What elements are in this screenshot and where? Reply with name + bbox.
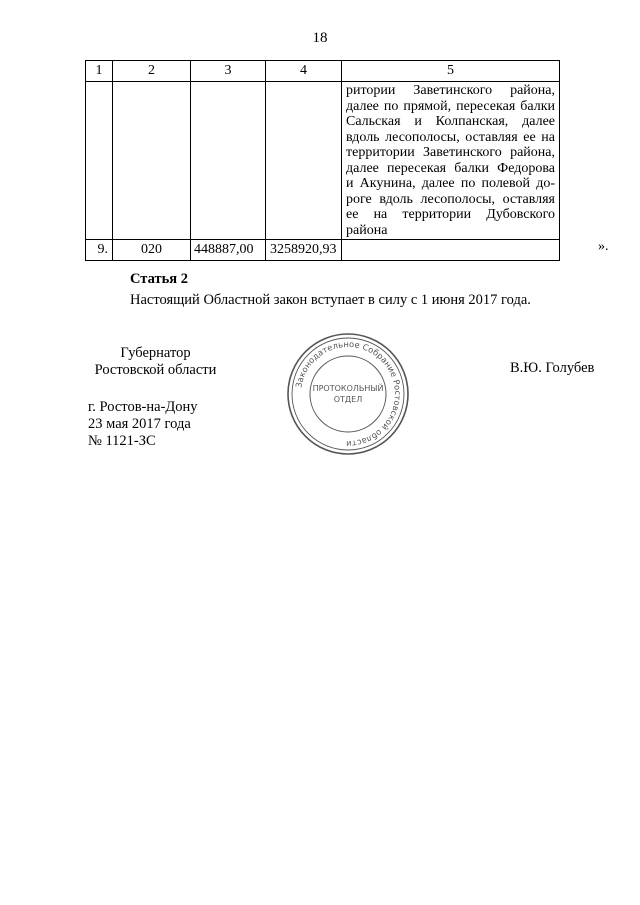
- description-line: далее пересекая балки Федорова: [346, 160, 555, 176]
- stamp-outer-ring-inner: [292, 338, 404, 450]
- description-cell: [342, 82, 560, 240]
- closing-quote: ».: [598, 239, 609, 254]
- stamp-center-line: ОТДЕЛ: [333, 395, 363, 404]
- stamp-center-line: ПРОТОКОЛЬНЫЙ: [312, 384, 384, 393]
- description-line: далее по прямой, пересекая балки: [346, 98, 555, 114]
- stamp-outer-ring: [288, 334, 408, 454]
- governor-title: [88, 345, 223, 379]
- issue-details: [88, 399, 198, 450]
- description-line: района: [346, 222, 388, 238]
- stamp-ring-text: Законодательное Собрание Ростовской области: [293, 338, 404, 450]
- description-line: ее на территории Дубовского: [346, 207, 555, 222]
- description-line: Сальская и Колпанская, далее: [346, 114, 555, 129]
- header-cell: 1: [86, 61, 113, 82]
- table-header-row: [86, 61, 560, 82]
- description-line: роге вдоль лесополосы, оставляя: [346, 191, 555, 207]
- governor-name: В.Ю. Голубев: [510, 360, 595, 376]
- header-cell: 4: [266, 61, 342, 82]
- issue-date: 23 мая 2017 года: [88, 416, 191, 432]
- empty-cell: [266, 82, 342, 240]
- official-stamp: [284, 330, 412, 458]
- coordinate-y-cell: 3258920,93: [266, 240, 342, 261]
- header-cell: 5: [342, 61, 560, 82]
- governor-title-line: Губернатор: [120, 345, 191, 361]
- stamp-inner-ring: [310, 356, 386, 432]
- page-number: 18: [312, 30, 328, 46]
- coordinate-x-cell: 448887,00: [191, 240, 266, 261]
- table-row-continued: [86, 82, 560, 240]
- article-title: Статья 2: [130, 271, 188, 287]
- code-cell: 020: [113, 240, 191, 261]
- description-cell: [342, 240, 560, 261]
- law-number: № 1121-ЗС: [88, 433, 156, 449]
- issue-place: г. Ростов-на-Дону: [88, 399, 198, 415]
- description-line: вдоль лесополосы, оставляя ее на: [346, 129, 555, 145]
- boundary-table: [85, 60, 560, 261]
- governor-title-line: Ростовской области: [94, 362, 217, 378]
- description-line: и Акунина, далее по полевой до-: [346, 176, 555, 191]
- description-line: территории Заветинского района,: [346, 145, 555, 160]
- empty-cell: [113, 82, 191, 240]
- table-row: [86, 240, 560, 261]
- empty-cell: [86, 82, 113, 240]
- header-cell: 3: [191, 61, 266, 82]
- row-number-cell: 9.: [86, 240, 113, 261]
- empty-cell: [191, 82, 266, 240]
- header-cell: 2: [113, 61, 191, 82]
- description-line: ритории Заветинского района,: [346, 83, 555, 98]
- article-text: Настоящий Областной закон вступает в силу с 1 июня 2017 года.: [130, 292, 531, 308]
